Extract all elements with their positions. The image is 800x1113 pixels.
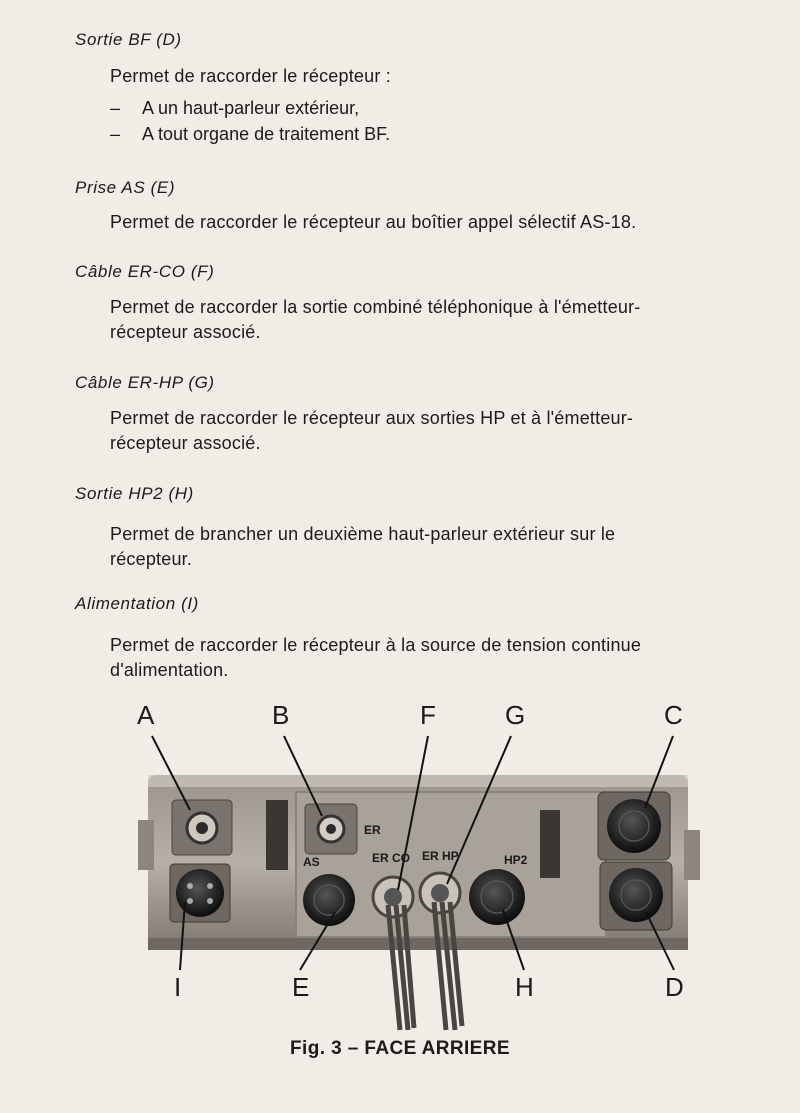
section-text-prise-as: Permet de raccorder le récepteur au boîtier appel sélectif AS-18. (110, 212, 637, 232)
section-title-sortie-hp2: Sortie HP2 (H) (75, 484, 194, 503)
section-text-sortie-hp2-line1: Permet de brancher un deuxième haut-parleur extérieur sur le (110, 524, 616, 544)
callout-letter-a: A (137, 700, 155, 730)
list-item: – A tout organe de traitement BF. (110, 124, 391, 144)
section-title-prise-as: Prise AS (E) (75, 178, 176, 197)
section-text-cable-er-hp-line1: Permet de raccorder le récepteur aux sorties HP et à l'émetteur- (110, 408, 634, 428)
section-title-cable-er-co: Câble ER-CO (F) (75, 262, 215, 281)
section-text-cable-er-co-line1: Permet de raccorder la sortie combiné téléphonique à l'émetteur- (110, 297, 641, 317)
callout-letter-d: D (665, 972, 684, 1002)
panel-label-hp2: HP2 (504, 853, 528, 867)
section-title-sortie-bf: Sortie BF (D) (75, 30, 182, 49)
section-title-alimentation: Alimentation (I) (75, 594, 199, 613)
connector-c (607, 799, 661, 853)
connector-e (303, 874, 355, 926)
section-text-sortie-hp2-line2: récepteur. (110, 549, 193, 569)
panel-label-er-co: ER CO (372, 851, 411, 865)
connector-h (469, 869, 525, 925)
list-item: – A un haut-parleur extérieur, (110, 98, 360, 118)
panel-label-as: AS (303, 855, 320, 869)
section-text-alimentation-line1: Permet de raccorder le récepteur à la source de tension continue (110, 635, 642, 655)
section-text-alimentation-line2: d'alimentation. (110, 660, 229, 680)
panel-label-er-hp: ER HP (422, 849, 459, 863)
figure-caption: Fig. 3 – FACE ARRIERE (290, 1038, 510, 1059)
section-title-cable-er-hp: Câble ER-HP (G) (75, 373, 215, 392)
callout-letter-h: H (515, 972, 534, 1002)
connector-d (609, 868, 663, 922)
section-text-sortie-bf: Permet de raccorder le récepteur : (110, 66, 391, 86)
callout-letter-e: E (292, 972, 310, 1002)
callout-letter-f: F (420, 700, 436, 730)
callout-letter-c: C (664, 700, 683, 730)
panel-label-er: ER (364, 823, 381, 837)
callout-letter-g: G (505, 700, 526, 730)
section-text-cable-er-co-line2: récepteur associé. (110, 322, 261, 342)
callout-letter-b: B (272, 700, 290, 730)
section-text-cable-er-hp-line2: récepteur associé. (110, 433, 261, 453)
callout-letter-i: I (174, 972, 182, 1002)
connector-i (176, 869, 224, 917)
